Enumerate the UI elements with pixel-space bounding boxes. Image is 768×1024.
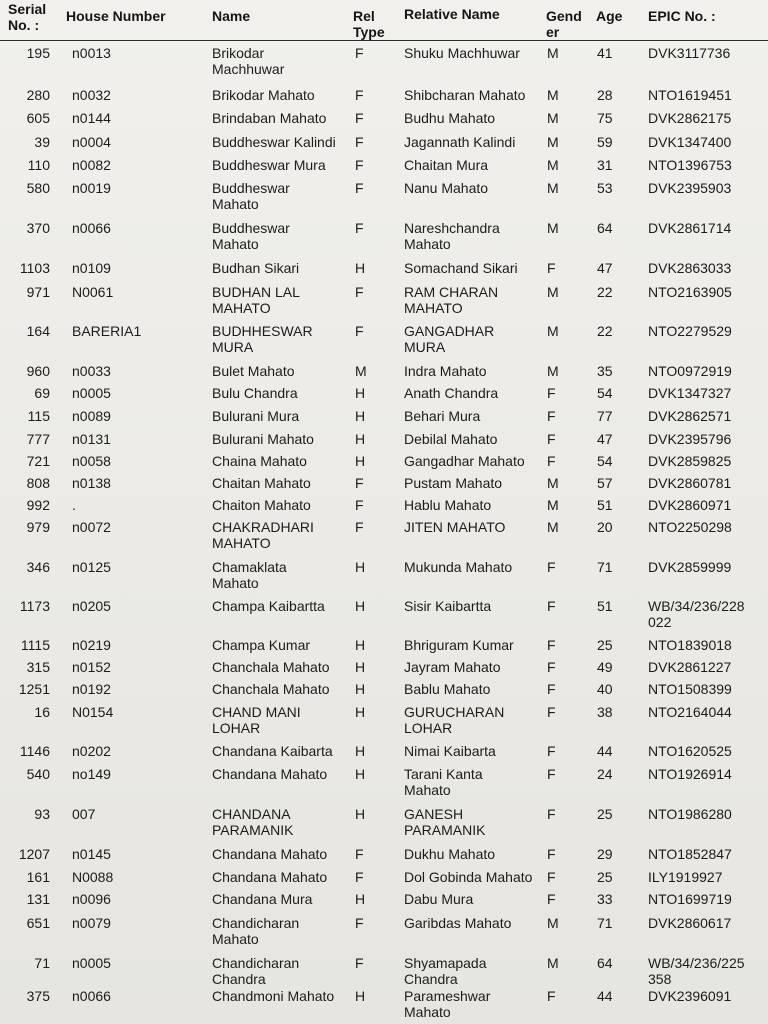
serial-cell: 540 bbox=[26, 766, 50, 782]
gender-cell: F bbox=[547, 743, 556, 759]
relative-name-cell: Pustam Mahato bbox=[404, 475, 503, 491]
epic-number-cell: DVK1347400 bbox=[648, 134, 732, 150]
epic-number-cell: DVK1347327 bbox=[648, 385, 732, 401]
age-cell: 44 bbox=[597, 743, 613, 759]
epic-number-cell: NTO2279529 bbox=[648, 323, 732, 339]
epic-number-cell: WB/34/236/225 358 bbox=[648, 955, 745, 987]
relative-name-cell: GURUCHARAN LOHAR bbox=[404, 704, 505, 736]
relation-type-cell: F bbox=[355, 134, 364, 150]
table-header bbox=[0, 0, 768, 41]
house-number-cell: BARERIA1 bbox=[72, 323, 142, 339]
relative-name-cell: JITEN MAHATO bbox=[404, 519, 506, 535]
header-serial: Serial No. : bbox=[8, 1, 47, 33]
epic-number-cell: NTO1986280 bbox=[648, 806, 732, 822]
relation-type-cell: F bbox=[355, 955, 364, 971]
house-number-cell: n0125 bbox=[72, 559, 111, 575]
relative-name-cell: GANESH PARAMANIK bbox=[404, 806, 486, 838]
name-cell: Chandana Mahato bbox=[212, 869, 328, 885]
relation-type-cell: H bbox=[355, 598, 366, 614]
epic-number-cell: NTO1619451 bbox=[648, 87, 732, 103]
serial-cell: 1207 bbox=[18, 846, 50, 862]
house-number-cell: n0144 bbox=[72, 110, 111, 126]
relative-name-cell: Garibdas Mahato bbox=[404, 915, 512, 931]
name-cell: CHAKRADHARI MAHATO bbox=[212, 519, 314, 551]
serial-cell: 280 bbox=[26, 87, 50, 103]
name-cell: Buddheswar Mahato bbox=[212, 220, 290, 252]
house-number-cell: n0033 bbox=[72, 363, 111, 379]
gender-cell: F bbox=[547, 559, 556, 575]
house-number-cell: n0072 bbox=[72, 519, 111, 535]
name-cell: Brikodar Machhuwar bbox=[212, 45, 285, 77]
age-cell: 54 bbox=[597, 385, 613, 401]
age-cell: 24 bbox=[597, 766, 613, 782]
gender-cell: M bbox=[547, 180, 559, 196]
age-cell: 54 bbox=[597, 453, 613, 469]
gender-cell: F bbox=[547, 637, 556, 653]
header-name: Name bbox=[212, 8, 251, 24]
relation-type-cell: H bbox=[355, 806, 366, 822]
epic-number-cell: DVK2859825 bbox=[648, 453, 732, 469]
serial-cell: 161 bbox=[26, 869, 50, 885]
serial-cell: 1115 bbox=[20, 637, 50, 653]
relative-name-cell: Bhriguram Kumar bbox=[404, 637, 514, 653]
gender-cell: F bbox=[547, 704, 556, 720]
gender-cell: F bbox=[547, 431, 556, 447]
relative-name-cell: GANGADHAR MURA bbox=[404, 323, 495, 355]
epic-number-cell: DVK2861714 bbox=[648, 220, 732, 236]
epic-number-cell: NTO1852847 bbox=[648, 846, 732, 862]
epic-number-cell: DVK2860617 bbox=[648, 915, 732, 931]
age-cell: 25 bbox=[597, 869, 613, 885]
name-cell: Chaiton Mahato bbox=[212, 497, 311, 513]
gender-cell: F bbox=[547, 766, 556, 782]
name-cell: Champa Kaibartta bbox=[212, 598, 325, 614]
name-cell: Buddheswar Mura bbox=[212, 157, 326, 173]
header-gender: Gend er bbox=[546, 8, 582, 40]
name-cell: Brindaban Mahato bbox=[212, 110, 327, 126]
relative-name-cell: Tarani Kanta Mahato bbox=[404, 766, 483, 798]
serial-cell: 580 bbox=[26, 180, 50, 196]
serial-cell: 777 bbox=[26, 431, 50, 447]
house-number-cell: n0019 bbox=[72, 180, 111, 196]
relation-type-cell: H bbox=[355, 453, 366, 469]
epic-number-cell: DVK2863033 bbox=[648, 260, 732, 276]
relative-name-cell: Gangadhar Mahato bbox=[404, 453, 525, 469]
relation-type-cell: H bbox=[355, 431, 366, 447]
serial-cell: 115 bbox=[27, 408, 50, 424]
name-cell: CHAND MANI LOHAR bbox=[212, 704, 301, 736]
serial-cell: 808 bbox=[26, 475, 50, 491]
age-cell: 35 bbox=[597, 363, 613, 379]
relative-name-cell: Dol Gobinda Mahato bbox=[404, 869, 533, 885]
relation-type-cell: F bbox=[355, 519, 364, 535]
relative-name-cell: Shuku Machhuwar bbox=[404, 45, 520, 61]
epic-number-cell: NTO1620525 bbox=[648, 743, 732, 759]
house-number-cell: n0058 bbox=[72, 453, 111, 469]
relative-name-cell: Jayram Mahato bbox=[404, 659, 501, 675]
epic-number-cell: NTO2250298 bbox=[648, 519, 732, 535]
relation-type-cell: F bbox=[355, 323, 364, 339]
serial-cell: 1103 bbox=[19, 260, 50, 276]
relation-type-cell: F bbox=[355, 110, 364, 126]
serial-cell: 992 bbox=[26, 497, 50, 513]
serial-cell: 131 bbox=[26, 891, 50, 907]
relative-name-cell: Parameshwar Mahato bbox=[404, 988, 491, 1020]
serial-cell: 1173 bbox=[19, 598, 50, 614]
age-cell: 77 bbox=[597, 408, 613, 424]
house-number-cell: n0079 bbox=[72, 915, 111, 931]
serial-cell: 346 bbox=[26, 559, 50, 575]
age-cell: 31 bbox=[597, 157, 613, 173]
name-cell: Chanchala Mahato bbox=[212, 659, 330, 675]
relation-type-cell: H bbox=[355, 559, 366, 575]
age-cell: 53 bbox=[597, 180, 613, 196]
age-cell: 28 bbox=[597, 87, 613, 103]
name-cell: Champa Kumar bbox=[212, 637, 311, 653]
name-cell: Chandana Kaibarta bbox=[212, 743, 333, 759]
age-cell: 25 bbox=[597, 637, 613, 653]
relative-name-cell: Dabu Mura bbox=[404, 891, 474, 907]
relation-type-cell: M bbox=[355, 363, 367, 379]
name-cell: BUDHHESWAR MURA bbox=[212, 323, 313, 355]
house-number-cell: n0219 bbox=[72, 637, 111, 653]
age-cell: 71 bbox=[597, 559, 613, 575]
name-cell: Chandmoni Mahato bbox=[212, 988, 335, 1004]
age-cell: 20 bbox=[597, 519, 613, 535]
age-cell: 47 bbox=[597, 431, 613, 447]
epic-number-cell: ILY1919927 bbox=[648, 869, 723, 885]
age-cell: 51 bbox=[597, 598, 613, 614]
age-cell: 57 bbox=[597, 475, 613, 491]
age-cell: 44 bbox=[597, 988, 613, 1004]
relation-type-cell: F bbox=[355, 846, 364, 862]
gender-cell: M bbox=[547, 284, 559, 300]
name-cell: Chandicharan Mahato bbox=[212, 915, 300, 947]
epic-number-cell: DVK2395796 bbox=[648, 431, 732, 447]
gender-cell: M bbox=[547, 134, 559, 150]
relative-name-cell: Debilal Mahato bbox=[404, 431, 498, 447]
epic-number-cell: NTO1699719 bbox=[648, 891, 732, 907]
gender-cell: M bbox=[547, 519, 559, 535]
epic-number-cell: DVK2396091 bbox=[648, 988, 732, 1004]
epic-number-cell: DVK2395903 bbox=[648, 180, 732, 196]
gender-cell: F bbox=[547, 453, 556, 469]
house-number-cell: n0005 bbox=[72, 385, 111, 401]
relation-type-cell: H bbox=[355, 743, 366, 759]
header-house-number: House Number bbox=[66, 8, 166, 24]
house-number-cell: . bbox=[72, 497, 76, 513]
epic-number-cell: DVK2862175 bbox=[648, 110, 732, 126]
epic-number-cell: DVK2859999 bbox=[648, 559, 732, 575]
relation-type-cell: H bbox=[355, 659, 366, 675]
name-cell: Budhan Sikari bbox=[212, 260, 300, 276]
house-number-cell: n0096 bbox=[72, 891, 111, 907]
relation-type-cell: F bbox=[355, 87, 364, 103]
house-number-cell: n0066 bbox=[72, 988, 111, 1004]
gender-cell: F bbox=[547, 681, 556, 697]
name-cell: BUDHAN LAL MAHATO bbox=[212, 284, 300, 316]
name-cell: Chandana Mura bbox=[212, 891, 313, 907]
relative-name-cell: Chaitan Mura bbox=[404, 157, 489, 173]
relative-name-cell: Behari Mura bbox=[404, 408, 481, 424]
serial-cell: 1251 bbox=[18, 681, 50, 697]
name-cell: Bulu Chandra bbox=[212, 385, 298, 401]
relation-type-cell: H bbox=[355, 260, 366, 276]
relative-name-cell: Indra Mahato bbox=[404, 363, 487, 379]
relative-name-cell: Nimai Kaibarta bbox=[404, 743, 496, 759]
relation-type-cell: H bbox=[355, 766, 366, 782]
header-rel-type: Rel Type bbox=[353, 8, 385, 40]
relative-name-cell: Jagannath Kalindi bbox=[404, 134, 516, 150]
house-number-cell: n0082 bbox=[72, 157, 111, 173]
serial-cell: 110 bbox=[27, 157, 50, 173]
relation-type-cell: H bbox=[355, 385, 366, 401]
name-cell: Buddheswar Kalindi bbox=[212, 134, 336, 150]
relative-name-cell: Nareshchandra Mahato bbox=[404, 220, 500, 252]
gender-cell: M bbox=[547, 497, 559, 513]
relation-type-cell: F bbox=[355, 497, 364, 513]
epic-number-cell: NTO2163905 bbox=[648, 284, 732, 300]
serial-cell: 375 bbox=[26, 988, 50, 1004]
serial-cell: 71 bbox=[34, 955, 50, 971]
house-number-cell: n0202 bbox=[72, 743, 111, 759]
gender-cell: F bbox=[547, 260, 556, 276]
house-number-cell: n0192 bbox=[72, 681, 111, 697]
house-number-cell: n0205 bbox=[72, 598, 111, 614]
name-cell: Chaina Mahato bbox=[212, 453, 307, 469]
relation-type-cell: F bbox=[355, 45, 364, 61]
gender-cell: F bbox=[547, 659, 556, 675]
relative-name-cell: Hablu Mahato bbox=[404, 497, 492, 513]
relative-name-cell: Sisir Kaibartta bbox=[404, 598, 492, 614]
gender-cell: M bbox=[547, 955, 559, 971]
epic-number-cell: NTO1839018 bbox=[648, 637, 732, 653]
relative-name-cell: Budhu Mahato bbox=[404, 110, 496, 126]
gender-cell: F bbox=[547, 806, 556, 822]
relation-type-cell: H bbox=[355, 408, 366, 424]
relative-name-cell: Bablu Mahato bbox=[404, 681, 491, 697]
gender-cell: F bbox=[547, 408, 556, 424]
house-number-cell: n0089 bbox=[72, 408, 111, 424]
age-cell: 29 bbox=[597, 846, 613, 862]
epic-number-cell: DVK2860781 bbox=[648, 475, 732, 491]
header-age: Age bbox=[596, 8, 623, 24]
serial-cell: 195 bbox=[26, 45, 50, 61]
house-number-cell: n0013 bbox=[72, 45, 111, 61]
relative-name-cell: Shyamapada Chandra bbox=[404, 955, 487, 987]
age-cell: 40 bbox=[597, 681, 613, 697]
age-cell: 22 bbox=[597, 284, 613, 300]
house-number-cell: n0152 bbox=[72, 659, 111, 675]
name-cell: Brikodar Mahato bbox=[212, 87, 315, 103]
name-cell: Chamaklata Mahato bbox=[212, 559, 287, 591]
gender-cell: M bbox=[547, 45, 559, 61]
gender-cell: F bbox=[547, 988, 556, 1004]
gender-cell: M bbox=[547, 323, 559, 339]
epic-number-cell: WB/34/236/228 022 bbox=[648, 598, 745, 630]
gender-cell: M bbox=[547, 87, 559, 103]
house-number-cell: n0131 bbox=[72, 431, 111, 447]
epic-number-cell: DVK3117736 bbox=[648, 45, 731, 61]
house-number-cell: n0004 bbox=[72, 134, 111, 150]
relation-type-cell: H bbox=[355, 637, 366, 653]
serial-cell: 69 bbox=[34, 385, 50, 401]
gender-cell: M bbox=[547, 220, 559, 236]
name-cell: Bulurani Mahato bbox=[212, 431, 314, 447]
name-cell: Bulurani Mura bbox=[212, 408, 300, 424]
age-cell: 51 bbox=[597, 497, 613, 513]
age-cell: 41 bbox=[597, 45, 613, 61]
age-cell: 49 bbox=[597, 659, 613, 675]
serial-cell: 1146 bbox=[19, 743, 50, 759]
house-number-cell: n0138 bbox=[72, 475, 111, 491]
serial-cell: 721 bbox=[26, 453, 50, 469]
gender-cell: M bbox=[547, 915, 559, 931]
age-cell: 33 bbox=[597, 891, 613, 907]
relation-type-cell: F bbox=[355, 915, 364, 931]
serial-cell: 651 bbox=[26, 915, 50, 931]
serial-cell: 960 bbox=[26, 363, 50, 379]
serial-cell: 971 bbox=[26, 284, 50, 300]
age-cell: 59 bbox=[597, 134, 613, 150]
serial-cell: 315 bbox=[26, 659, 50, 675]
house-number-cell: n0145 bbox=[72, 846, 111, 862]
relation-type-cell: H bbox=[355, 891, 366, 907]
epic-number-cell: NTO1396753 bbox=[648, 157, 732, 173]
age-cell: 47 bbox=[597, 260, 613, 276]
house-number-cell: n0066 bbox=[72, 220, 111, 236]
relative-name-cell: Anath Chandra bbox=[404, 385, 499, 401]
age-cell: 64 bbox=[597, 955, 613, 971]
gender-cell: M bbox=[547, 363, 559, 379]
relation-type-cell: F bbox=[355, 157, 364, 173]
relative-name-cell: Mukunda Mahato bbox=[404, 559, 513, 575]
relative-name-cell: RAM CHARAN MAHATO bbox=[404, 284, 499, 316]
header-relative-name: Relative Name bbox=[404, 6, 500, 22]
house-number-cell: N0154 bbox=[72, 704, 114, 720]
house-number-cell: n0109 bbox=[72, 260, 111, 276]
house-number-cell: N0061 bbox=[72, 284, 114, 300]
relation-type-cell: F bbox=[355, 475, 364, 491]
gender-cell: F bbox=[547, 598, 556, 614]
gender-cell: F bbox=[547, 869, 556, 885]
house-number-cell: no149 bbox=[72, 766, 111, 782]
epic-number-cell: DVK2862571 bbox=[648, 408, 732, 424]
relation-type-cell: F bbox=[355, 220, 364, 236]
name-cell: CHANDANA PARAMANIK bbox=[212, 806, 294, 838]
epic-number-cell: DVK2861227 bbox=[648, 659, 732, 675]
serial-cell: 93 bbox=[34, 806, 50, 822]
name-cell: Chandicharan Chandra bbox=[212, 955, 300, 987]
relation-type-cell: F bbox=[355, 180, 364, 196]
relation-type-cell: H bbox=[355, 988, 366, 1004]
house-number-cell: N0088 bbox=[72, 869, 114, 885]
gender-cell: F bbox=[547, 846, 556, 862]
gender-cell: M bbox=[547, 475, 559, 491]
relation-type-cell: H bbox=[355, 681, 366, 697]
name-cell: Bulet Mahato bbox=[212, 363, 295, 379]
house-number-cell: n0032 bbox=[72, 87, 111, 103]
epic-number-cell: NTO1926914 bbox=[648, 766, 732, 782]
relation-type-cell: H bbox=[355, 704, 366, 720]
age-cell: 75 bbox=[597, 110, 613, 126]
age-cell: 22 bbox=[597, 323, 613, 339]
serial-cell: 979 bbox=[26, 519, 50, 535]
serial-cell: 39 bbox=[34, 134, 50, 150]
name-cell: Buddheswar Mahato bbox=[212, 180, 290, 212]
header-epic: EPIC No. : bbox=[648, 8, 716, 24]
age-cell: 25 bbox=[597, 806, 613, 822]
epic-number-cell: NTO0972919 bbox=[648, 363, 732, 379]
gender-cell: M bbox=[547, 157, 559, 173]
name-cell: Chandana Mahato bbox=[212, 766, 328, 782]
house-number-cell: n0005 bbox=[72, 955, 111, 971]
serial-cell: 164 bbox=[26, 323, 50, 339]
serial-cell: 370 bbox=[26, 220, 50, 236]
epic-number-cell: NTO1508399 bbox=[648, 681, 732, 697]
serial-cell: 16 bbox=[34, 704, 50, 720]
gender-cell: M bbox=[547, 110, 559, 126]
age-cell: 38 bbox=[597, 704, 613, 720]
gender-cell: F bbox=[547, 891, 556, 907]
serial-cell: 605 bbox=[26, 110, 50, 126]
relative-name-cell: Shibcharan Mahato bbox=[404, 87, 526, 103]
house-number-cell: 007 bbox=[72, 806, 96, 822]
age-cell: 64 bbox=[597, 220, 613, 236]
relative-name-cell: Somachand Sikari bbox=[404, 260, 518, 276]
relative-name-cell: Nanu Mahato bbox=[404, 180, 489, 196]
relation-type-cell: F bbox=[355, 869, 364, 885]
name-cell: Chaitan Mahato bbox=[212, 475, 311, 491]
age-cell: 71 bbox=[597, 915, 613, 931]
relation-type-cell: F bbox=[355, 284, 364, 300]
epic-number-cell: NTO2164044 bbox=[648, 704, 732, 720]
name-cell: Chanchala Mahato bbox=[212, 681, 330, 697]
epic-number-cell: DVK2860971 bbox=[648, 497, 732, 513]
relative-name-cell: Dukhu Mahato bbox=[404, 846, 496, 862]
name-cell: Chandana Mahato bbox=[212, 846, 328, 862]
gender-cell: F bbox=[547, 385, 556, 401]
